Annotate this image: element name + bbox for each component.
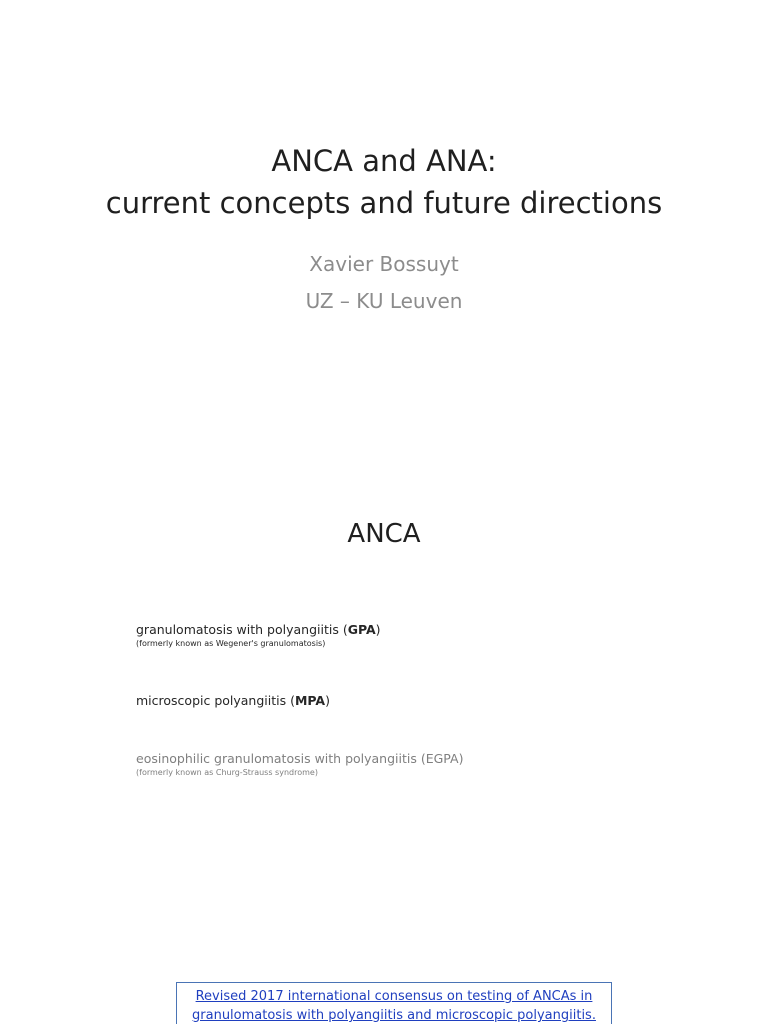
mpa-suffix: ) — [325, 693, 331, 708]
list-item-mpa — [136, 693, 696, 709]
mpa-label — [136, 693, 696, 709]
reference-link-line-1[interactable]: Revised 2017 international consensus on testing of ANCAs in — [195, 989, 593, 1004]
title-line-1: ANCA and ANA: — [271, 144, 497, 178]
reference-link-line-2[interactable]: granulomatosis with polyangiitis and microscopic polyangiitis. — [192, 1008, 596, 1023]
author-name: Xavier Bossuyt — [309, 252, 459, 276]
gpa-former-name: (formerly known as Wegener's granulomatosis) — [136, 639, 326, 648]
list-item-egpa — [136, 751, 696, 778]
gpa-suffix: ) — [375, 622, 381, 637]
list-item-gpa — [136, 622, 696, 649]
gpa-label — [136, 622, 696, 638]
author-affiliation: UZ – KU Leuven — [305, 289, 463, 313]
mpa-prefix: microscopic polyangiitis ( — [136, 693, 295, 708]
gpa-prefix: granulomatosis with polyangiitis ( — [136, 622, 348, 637]
presentation-subtitle — [0, 246, 768, 320]
reference-link-box — [176, 982, 612, 1024]
presentation-title — [0, 140, 768, 224]
egpa-former-name: (formerly known as Churg-Strauss syndrome) — [136, 768, 318, 777]
section-heading: ANCA — [347, 519, 421, 549]
gpa-abbreviation: GPA — [347, 622, 376, 637]
title-line-2: current concepts and future directions — [105, 186, 663, 220]
egpa-label: eosinophilic granulomatosis with polyangiitis (EGPA) — [136, 751, 464, 766]
mpa-abbreviation: MPA — [294, 693, 326, 708]
